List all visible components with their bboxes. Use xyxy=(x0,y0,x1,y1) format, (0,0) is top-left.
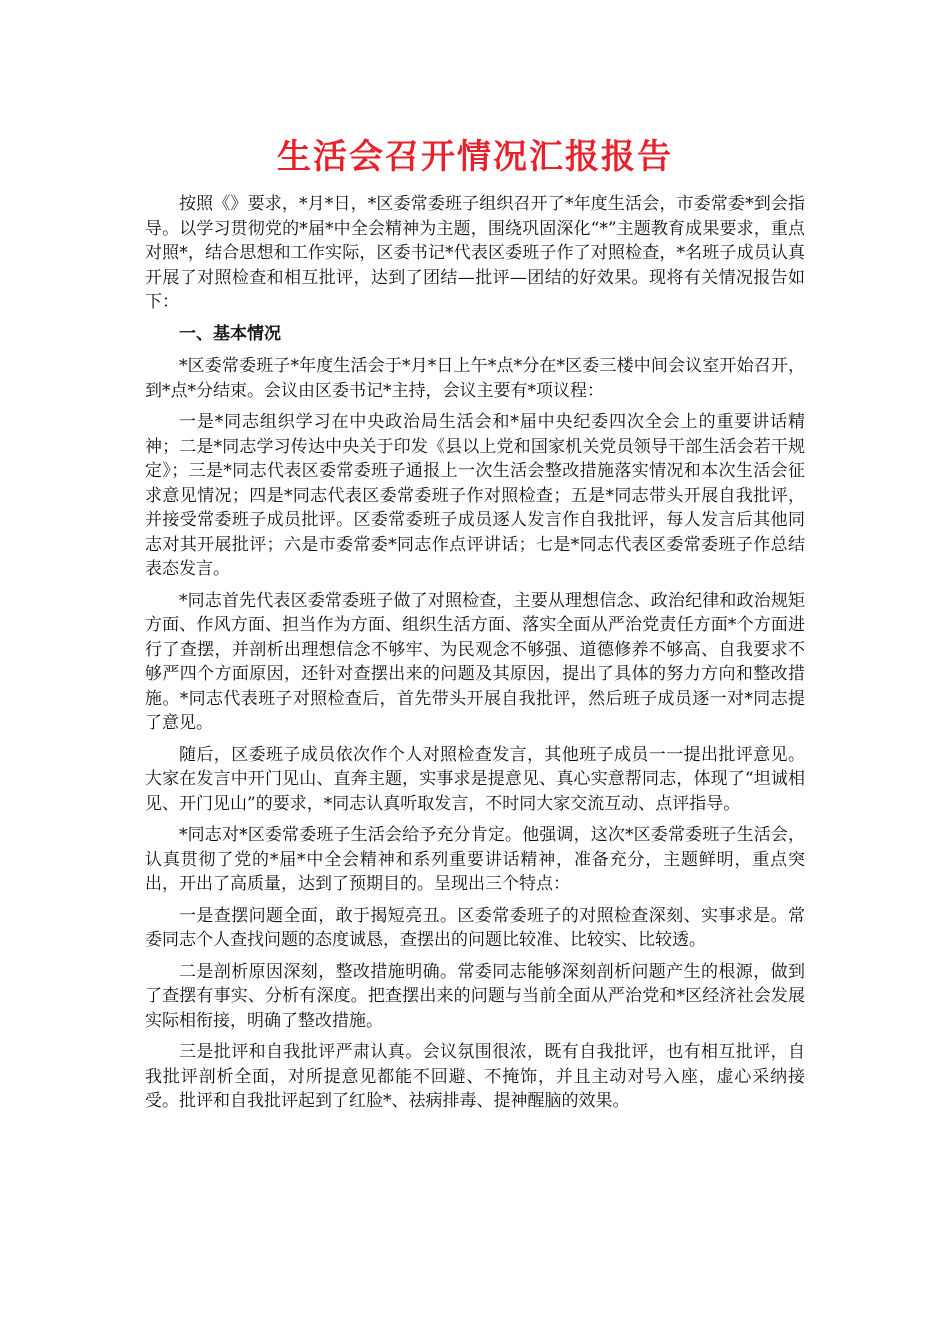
paragraph-affirmation: *同志对*区委常委班子生活会给予充分肯定。他强调，这次*区委常委班子生活会，认真贯彻了党的*届*中全会精神和系列重要讲话精神，准备充分，主题鲜明，重点突出，开出了高质量，达到了预期目的。呈现出三个特点： xyxy=(145,825,805,894)
paragraph-intro: 按照《》要求，*月*日，*区委常委班子组织召开了*年度生活会，市委常委*到会指导。以学习贯彻党的*届*中全会精神为主题，围绕巩固深化“*”主题教育成果要求，重点对照*，结合思想和工作实际，区委书记*代表区委班子作了对照检查，*名班子成员认真开展了对照检查和相互批评，达到了团结—批评—团结的好效果。现将有关情况报告如下： xyxy=(145,194,805,312)
document-body xyxy=(145,192,805,1121)
paragraph-feature-one: 一是查摆问题全面，敢于揭短亮丑。区委常委班子的对照检查深刻、实事求是。常委同志个人查找问题的态度诚恳，查摆出的问题比较准、比较实、比较透。 xyxy=(145,905,805,950)
document-title: 生活会召开情况汇报报告 xyxy=(277,137,673,177)
paragraph-member-criticism: 随后，区委班子成员依次作个人对照检查发言，其他班子成员一一提出批评意见。大家在发言中开门见山、直奔主题，实事求是提意见、真心实意帮同志，体现了“坦诚相见、开门见山”的要求，*同志认真听取发言，不时同大家交流互动、点评指导。 xyxy=(145,744,805,814)
paragraph-self-check: *同志首先代表区委常委班子做了对照检查，主要从理想信念、政治纪律和政治规矩方面、作风方面、担当作为方面、组织生活方面、落实全面从严治党责任方面*个方面进行了查摆，并剖析出理想信念不够牢、为民观念不够强、道德修养不够高、自我要求不够严四个方面原因，还针对查摆出来的问题及其原因，提出了具体的努力方向和整改措施。*同志代表班子对照检查后，首先带头开展自我批评，然后班子成员逐一对*同志提了意见。 xyxy=(145,590,805,733)
paragraph-feature-two: 二是剖析原因深刻，整改措施明确。常委同志能够深刻剖析问题产生的根源，做到了查摆有事实、分析有深度。把查摆出来的问题与当前全面从严治党和*区经济社会发展实际相衔接，明确了整改措施。 xyxy=(145,961,805,1031)
paragraph-agenda: 一是*同志组织学习在中央政治局生活会和*届中央纪委四次全会上的重要讲话精神；二是*同志学习传达中央关于印发《县以上党和国家机关党员领导干部生活会若干规定》；三是*同志代表区委常委班子通报上一次生活会整改措施落实情况和本次生活会征求意见情况；四是*同志代表区委常委班子作对照检查；五是*同志带头开展自我批评，并接受常委班子成员批评。区委常委班子成员逐人发言作自我批评，每人发言后其他同志对其开展批评；六是市委常委*同志作点评讲话；七是*同志代表区委常委班子作总结表态发言。 xyxy=(145,412,805,579)
paragraph-meeting-time: *区委常委班子*年度生活会于*月*日上午*点*分在*区委三楼中间会议室开始召开，到*点*分结束。会议由区委书记*主持，会议主要有*项议程： xyxy=(145,356,805,401)
paragraph-feature-three: 三是批评和自我批评严肃认真。会议氛围很浓，既有自我批评，也有相互批评，自我批评剖析全面，对所提意见都能不回避、不掩饰，并且主动对号入座，虚心采纳接受。批评和自我批评起到了红脸*、祛病排毒、提神醒脑的效果。 xyxy=(145,1042,805,1111)
section-heading-basic-situation: 一、基本情况 xyxy=(179,323,281,344)
